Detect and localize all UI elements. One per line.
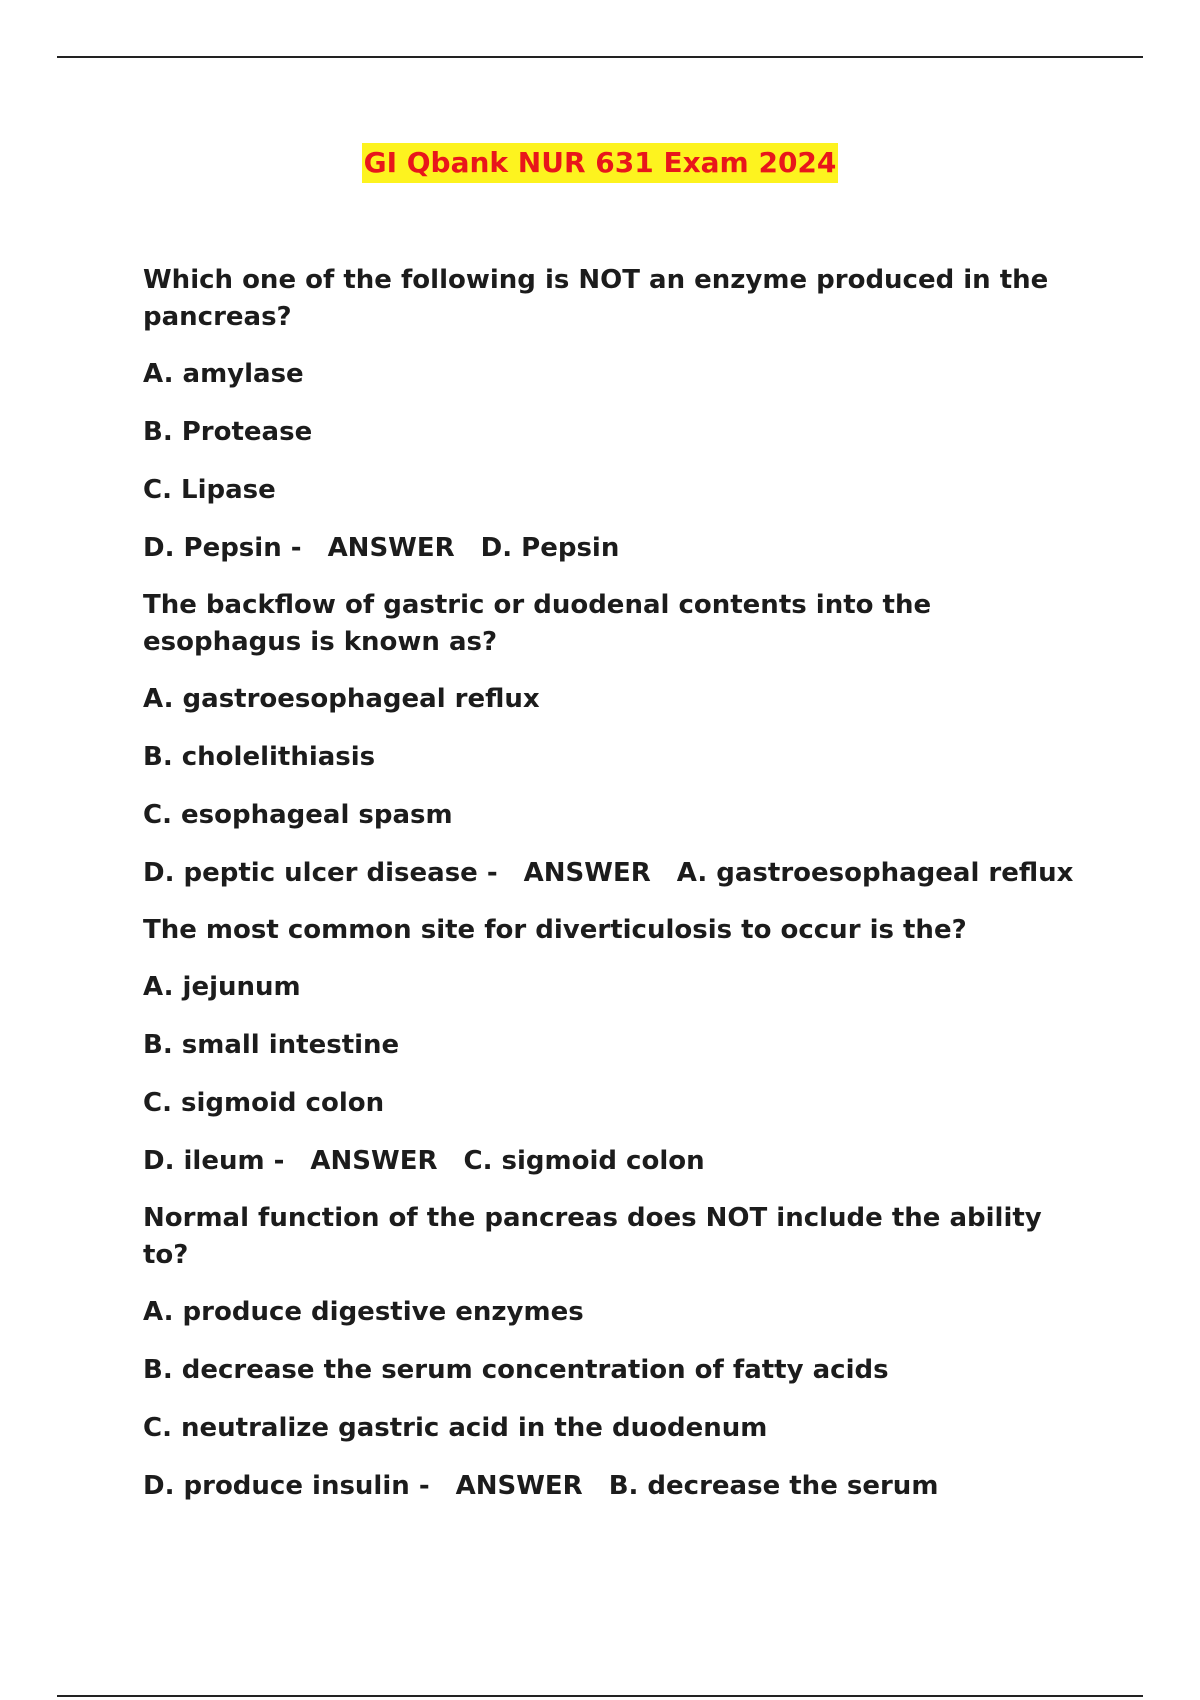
question-list bbox=[143, 262, 1083, 1525]
answer-value: D. Pepsin bbox=[480, 533, 620, 563]
answer-label: ANSWER bbox=[310, 1146, 438, 1176]
question-text: Which one of the following is NOT an enzyme produced in the pancreas? bbox=[143, 265, 1049, 332]
answer-value: B. decrease the serum bbox=[608, 1471, 939, 1501]
option-d: D. Pepsin - bbox=[143, 533, 302, 563]
option-d: D. ileum - bbox=[143, 1146, 285, 1176]
question-text: The most common site for diverticulosis to occur is the? bbox=[143, 915, 967, 945]
question-text: The backflow of gastric or duodenal contents into the esophagus is known as? bbox=[143, 590, 932, 657]
option-c: C. sigmoid colon bbox=[143, 1088, 385, 1118]
option-c: C. Lipase bbox=[143, 475, 276, 505]
question-block-2 bbox=[143, 587, 1083, 892]
option-b: B. cholelithiasis bbox=[143, 742, 376, 772]
question-block-3 bbox=[143, 912, 1083, 1180]
option-a: A. amylase bbox=[143, 359, 304, 389]
option-a: A. gastroesophageal reflux bbox=[143, 684, 540, 714]
option-d-with-answer bbox=[143, 855, 1083, 892]
answer-label: ANSWER bbox=[523, 858, 651, 888]
option-d: D. peptic ulcer disease - bbox=[143, 858, 498, 888]
answer-value: A. gastroesophageal reflux bbox=[676, 858, 1074, 888]
option-d-with-answer bbox=[143, 1143, 1083, 1180]
option-c: C. neutralize gastric acid in the duodenum bbox=[143, 1413, 768, 1443]
option-b: B. Protease bbox=[143, 417, 313, 447]
question-block-4 bbox=[143, 1200, 1083, 1505]
option-b: B. small intestine bbox=[143, 1030, 400, 1060]
question-text: Normal function of the pancreas does NOT include the ability to? bbox=[143, 1203, 1042, 1270]
option-a: A. produce digestive enzymes bbox=[143, 1297, 584, 1327]
option-d-with-answer bbox=[143, 530, 1083, 567]
document-title: GI Qbank NUR 631 Exam 2024 bbox=[362, 143, 839, 183]
option-b: B. decrease the serum concentration of fatty acids bbox=[143, 1355, 889, 1385]
bottom-divider bbox=[57, 1695, 1143, 1697]
top-divider bbox=[57, 56, 1143, 58]
answer-label: ANSWER bbox=[455, 1471, 583, 1501]
option-d-with-answer bbox=[143, 1468, 1083, 1505]
answer-label: ANSWER bbox=[327, 533, 455, 563]
option-a: A. jejunum bbox=[143, 972, 301, 1002]
question-block-1 bbox=[143, 262, 1083, 567]
answer-value: C. sigmoid colon bbox=[463, 1146, 705, 1176]
option-d: D. produce insulin - bbox=[143, 1471, 430, 1501]
title-container bbox=[0, 143, 1200, 183]
option-c: C. esophageal spasm bbox=[143, 800, 453, 830]
